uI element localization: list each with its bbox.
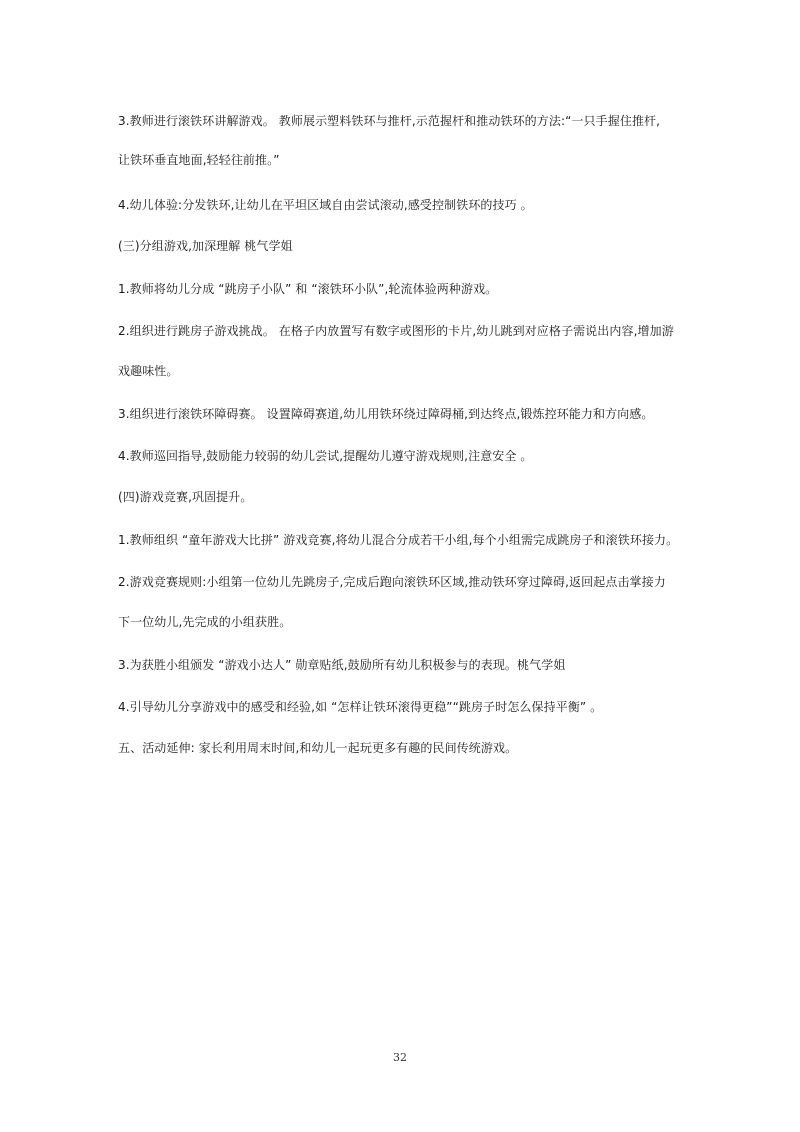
paragraph-line: 4.引导幼儿分享游戏中的感受和经验,如 “怎样让铁环滚得更稳”“跳房子时怎么保持平衡” 。 xyxy=(118,700,603,714)
paragraph-line: 4.教师巡回指导,鼓励能力较弱的幼儿尝试,提醒幼儿遵守游戏规则,注意安全 。 xyxy=(118,449,533,463)
paragraph-line: 戏趣味性。 xyxy=(118,364,179,378)
paragraph-line: 3.为获胜小组颁发 “游戏小达人” 勋章贴纸,鼓励所有幼儿积极参与的表现。桃气学姐 xyxy=(118,658,566,672)
paragraph-line: 3.组织进行滚铁环障碍赛。 设置障碍赛道,幼儿用铁环绕过障碍桶,到达终点,锻炼控环能力和方向感。 xyxy=(118,407,654,421)
paragraph-line: 3.教师进行滚铁环讲解游戏。 教师展示塑料铁环与推杆,示范握杆和推动铁环的方法:“一只手握住推杆, xyxy=(118,114,661,128)
paragraph-line: 1.教师组织 “童年游戏大比拼” 游戏竞赛,将幼儿混合分成若干小组,每个小组需完成跳房子和滚铁环接力。 xyxy=(118,533,679,547)
paragraph-line: 2.组织进行跳房子游戏挑战。 在格子内放置写有数字或图形的卡片,幼儿跳到对应格子需说出内容,增加游 xyxy=(118,324,674,338)
paragraph-line: 下一位幼儿,先完成的小组获胜。 xyxy=(118,615,292,629)
paragraph-line: 2.游戏竞赛规则:小组第一位幼儿先跳房子,完成后跑向滚铁环区域,推动铁环穿过障碍,返回起点击掌接力 xyxy=(118,575,666,589)
section-heading: (四)游戏竞赛,巩固提升。 xyxy=(118,490,253,504)
section-heading: 五、活动延伸: 家长利用周末时间,和幼儿一起玩更多有趣的民间传统游戏。 xyxy=(118,741,518,755)
paragraph-line: 1.教师将幼儿分成 “跳房子小队” 和 “滚铁环小队”,轮流体验两种游戏。 xyxy=(118,282,498,296)
section-heading: (三)分组游戏,加深理解 桃气学姐 xyxy=(118,239,293,253)
paragraph-line: 4.幼儿体验:分发铁环,让幼儿在平坦区域自由尝试滚动,感受控制铁环的技巧 。 xyxy=(118,198,533,212)
paragraph-line: 让铁环垂直地面,轻轻往前推。” xyxy=(118,153,280,167)
page-number: 32 xyxy=(393,1051,407,1064)
